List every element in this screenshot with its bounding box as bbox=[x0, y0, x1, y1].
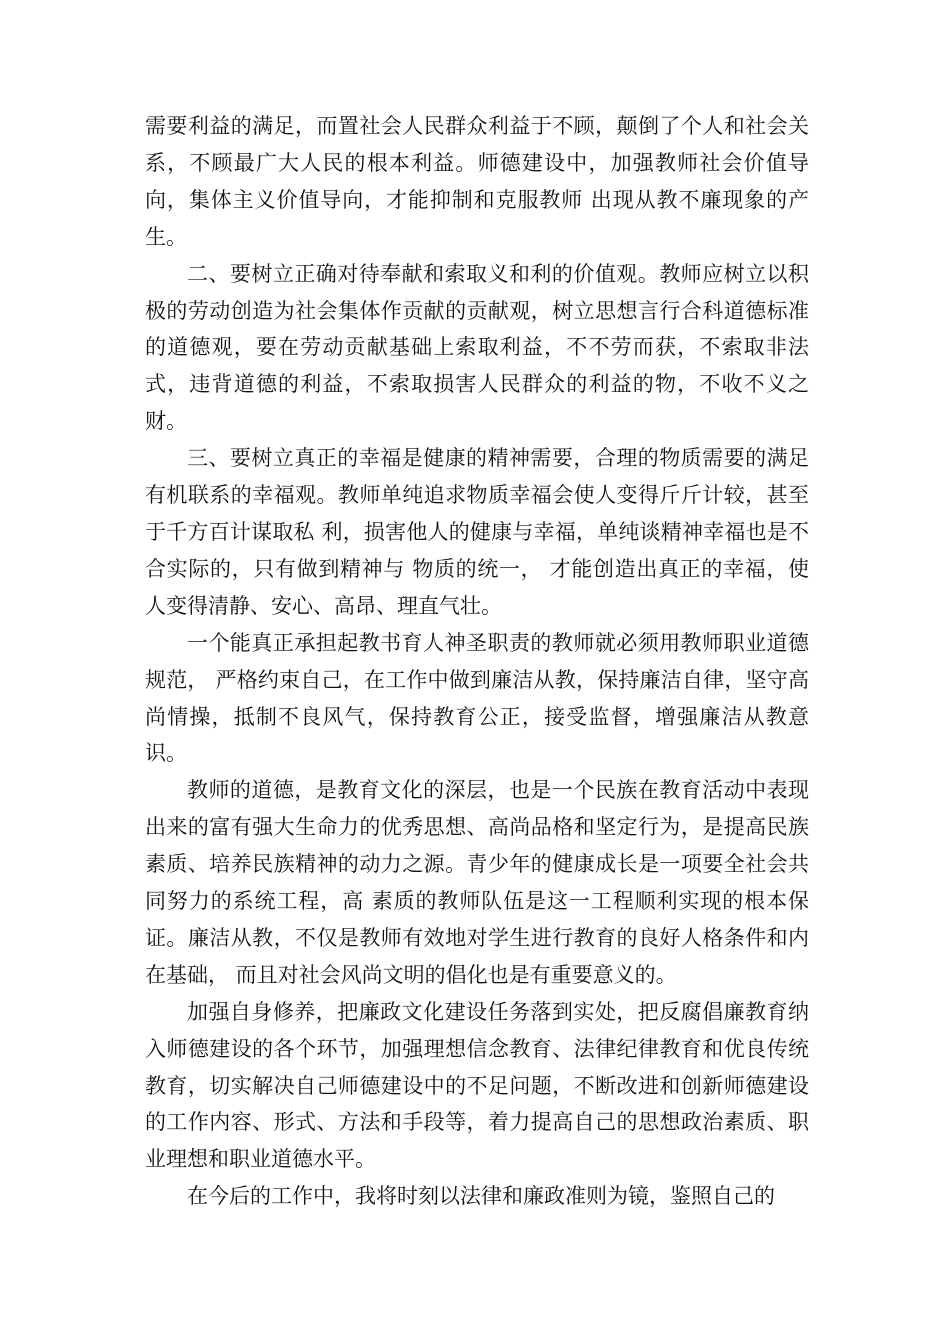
paragraph-3: 三、要树立真正的幸福是健康的精神需要，合理的物质需要的满足有机联系的幸福观。教师单纯追求物质幸福会使人变得斤斤计较，甚至于千方百计谋取私 利，损害他人的健康与幸福，单纯谈精神幸福也是不合实际的，只有做到精神与 物质的统一， 才能创造出真正的幸福，使人变得清静、安心、高昂、理直气壮。 bbox=[145, 446, 809, 618]
paragraph-2: 二、要树立正确对待奉献和索取义和利的价值观。教师应树立以积极的劳动创造为社会集体作贡献的贡献观，树立思想言行合科道德标准的道德观，要在劳动贡献基础上索取利益，不不劳而获，不索取非法式，违背道德的利益，不索取损害人民群众的利益的物，不收不义之财。 bbox=[145, 261, 809, 434]
paragraph-5: 教师的道德，是教育文化的深层，也是一个民族在教育活动中表现出来的富有强大生命力的优秀思想、高尚品格和坚定行为，是提高民族素质、培养民族精神的动力之源。青少年的健康成长是一项要全社会共同努力的系统工程，高 素质的教师队伍是这一工程顺利实现的根本保证。廉洁从教，不仅是教师有效地对学生进行教育的良好人格条件和内在基础， 而且对社会风尚文明的倡化也是有重要意义的。 bbox=[145, 778, 809, 987]
paragraph-7: 在今后的工作中，我将时刻以法律和廉政准则为镜，鉴照自己的 bbox=[187, 1184, 775, 1209]
document-body bbox=[145, 108, 809, 1215]
paragraph-4: 一个能真正承担起教书育人神圣职责的教师就必须用教师职业道德规范， 严格约束自己，在工作中做到廉洁从教，保持廉洁自律，坚守高尚情操，抵制不良风气，保持教育公正，接受监督，增强廉洁从教意识。 bbox=[145, 630, 809, 766]
paragraph-1: 需要利益的满足，而置社会人民群众利益于不顾，颠倒了个人和社会关系，不顾最广大人民的根本利益。师德建设中，加强教师社会价值导向，集体主义价值导向，才能抑制和克服教师 出现从教不廉现象的产生。 bbox=[145, 114, 809, 249]
paragraph-6: 加强自身修养，把廉政文化建设任务落到实处，把反腐倡廉教育纳入师德建设的各个环节，加强理想信念教育、法律纪律教育和优良传统教育，切实解决自己师德建设中的不足问题，不断改进和创新师德建设的工作内容、形式、方法和手段等，着力提高自己的思想政治素质、职业理想和职业道德水平。 bbox=[145, 999, 809, 1172]
